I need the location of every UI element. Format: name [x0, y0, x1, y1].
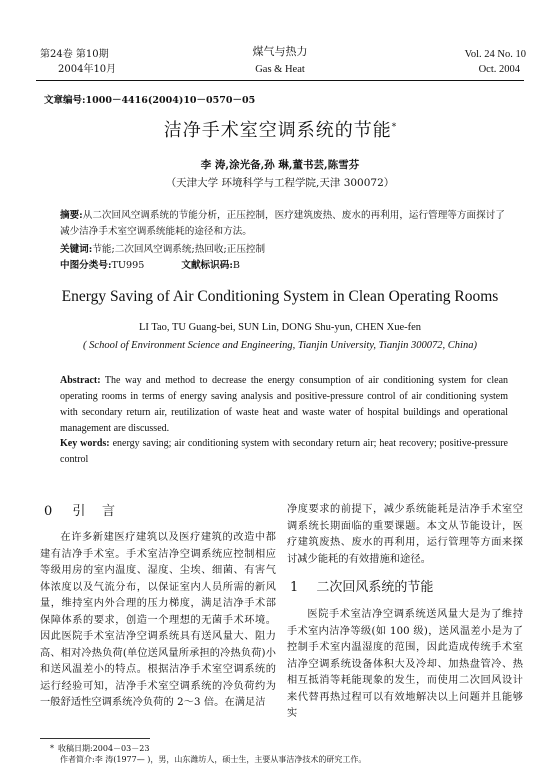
section-0-paragraph: 在许多新建医疗建筑以及医疗建筑的改造中都建有洁净手术室。手术室洁净空调系统应控制相应等级用房的室内温度、湿度、尘埃、细菌、有害气体浓度以及气流分布，以保证室内人员所需的新风量，维持室内外合理的压力梯度，满足洁净手术部保障体系的要求，创造一个理想的无菌手术环境。因此医院手术室洁净空调系统具有送风量大、阻力高、相对冷热负荷(单位送风量所承担的冷热负荷)小和送风温差小的特点。根据洁净手术室空调系统的运行经验可知，洁净手术室空调系统的冷负荷约为一般舒适性空调系统冷负荷的 2～3 倍。在满足洁	[40, 532, 276, 708]
journal-volume-en: Vol. 24 No. 10	[464, 49, 526, 60]
section-1-paragraph: 医院手术室洁净空调系统送风量大是为了维持手术室内洁净等级(如 100 级)，送风温差小是为了控制手术室内温湿度的范围，因此造成传统手术室洁净空调系统设备体积大及冷却、加热盘管冷、热相互抵消等耗能现象的发生，而使用二次回风设计来代替再热过程可以有效地解决以上问题并且能够实	[287, 609, 523, 719]
authors-en: LI Tao, TU Guang-bei, SUN Lin, DONG Shu-yun, CHEN Xue-fen	[138, 322, 422, 333]
authors-cn: 李 涛,涂光备,孙 琳,董书芸,陈雪芬	[200, 159, 360, 171]
class-label: 中图分类号:	[60, 260, 112, 271]
section-1-number: 1	[290, 580, 299, 595]
header-rule	[36, 80, 524, 81]
abstract-en-text: The way and method to decrease the energy consumption of air conditioning system for clean operating rooms in terms of energy saving analysis and positive-pressure control of air conditioning system with secondary return air, reutilization of waste heat and waste water of hospital buildings and operational management are discussed.	[60, 375, 509, 434]
footnote-rule	[40, 738, 150, 739]
keywords-en-label: Key words:	[60, 438, 110, 449]
title-cn: 洁净手术室空调系统的节能	[163, 120, 392, 141]
journal-name-cn: 煤气与热力	[252, 45, 308, 58]
affiliation-cn: （天津大学 环境科学与工程学院,天津 300072）	[165, 177, 395, 189]
keywords-en	[60, 436, 508, 468]
journal-date-cn: 2004年10月	[58, 64, 117, 75]
section-0-number: 0	[44, 504, 53, 519]
keywords-cn-label: 关键词:	[60, 244, 93, 255]
section-0-title: 引 言	[72, 504, 115, 519]
doc-code-label: 文献标识码:	[181, 260, 233, 271]
keywords-cn-text: 节能;二次回风空调系统;热回收;正压控制	[92, 244, 266, 255]
abstract-en	[60, 373, 508, 437]
journal-name-en: Gas & Heat	[255, 64, 305, 75]
footnote	[50, 743, 367, 765]
title-cn-wrap	[0, 116, 560, 142]
class-value: TU995	[111, 260, 145, 271]
affiliation-en: ( School of Environment Science and Engineering, Tianjin University, Tianjin 300072, China)	[83, 340, 477, 351]
abstract-en-label: Abstract:	[60, 375, 101, 386]
footnote-bullet: *	[50, 744, 54, 753]
article-number: 文章编号:1000－4416(2004)10－0570－05	[44, 95, 256, 106]
section-1-title: 二次回风系统的节能	[316, 580, 434, 595]
title-footnote-mark: *	[391, 122, 397, 133]
section-0-heading	[44, 500, 115, 519]
right-column-paragraph: 净度要求的前提下，减少系统能耗是洁净手术室空调系统长期面临的重要课题。本文从节能设计，医疗建筑废热、废水的再利用，运行管理等方面来探讨减少能耗的有效措施和途径。	[287, 504, 523, 565]
footnote-author: 作者简介:李 涛(1977— )，男，山东潍坊人，硕士生，主要从事洁净技术的研究工作。	[60, 755, 367, 764]
title-en: Energy Saving of Air Conditioning System in Clean Operating Rooms	[61, 288, 499, 305]
abstract-cn-text: 从二次回风空调系统的节能分析，正压控制，医疗建筑废热、废水的再利用，运行管理等方面探讨了减少洁净手术室空调系统能耗的途径和方法。	[60, 210, 505, 237]
classification-cn	[60, 257, 505, 271]
footnote-received: * 收稿日期:2004－03－23	[50, 744, 150, 753]
doc-code-value: B	[232, 260, 240, 271]
section-1-heading	[290, 576, 433, 595]
journal-volume-cn: 第24卷 第10期	[40, 49, 109, 60]
abstract-cn-label: 摘要:	[60, 210, 83, 221]
keywords-cn	[60, 241, 505, 255]
keywords-en-text: energy saving; air conditioning system with secondary return air; heat recovery; positive-pressure control	[60, 438, 508, 465]
journal-date-en: Oct. 2004	[478, 64, 520, 75]
abstract-cn	[60, 208, 505, 239]
